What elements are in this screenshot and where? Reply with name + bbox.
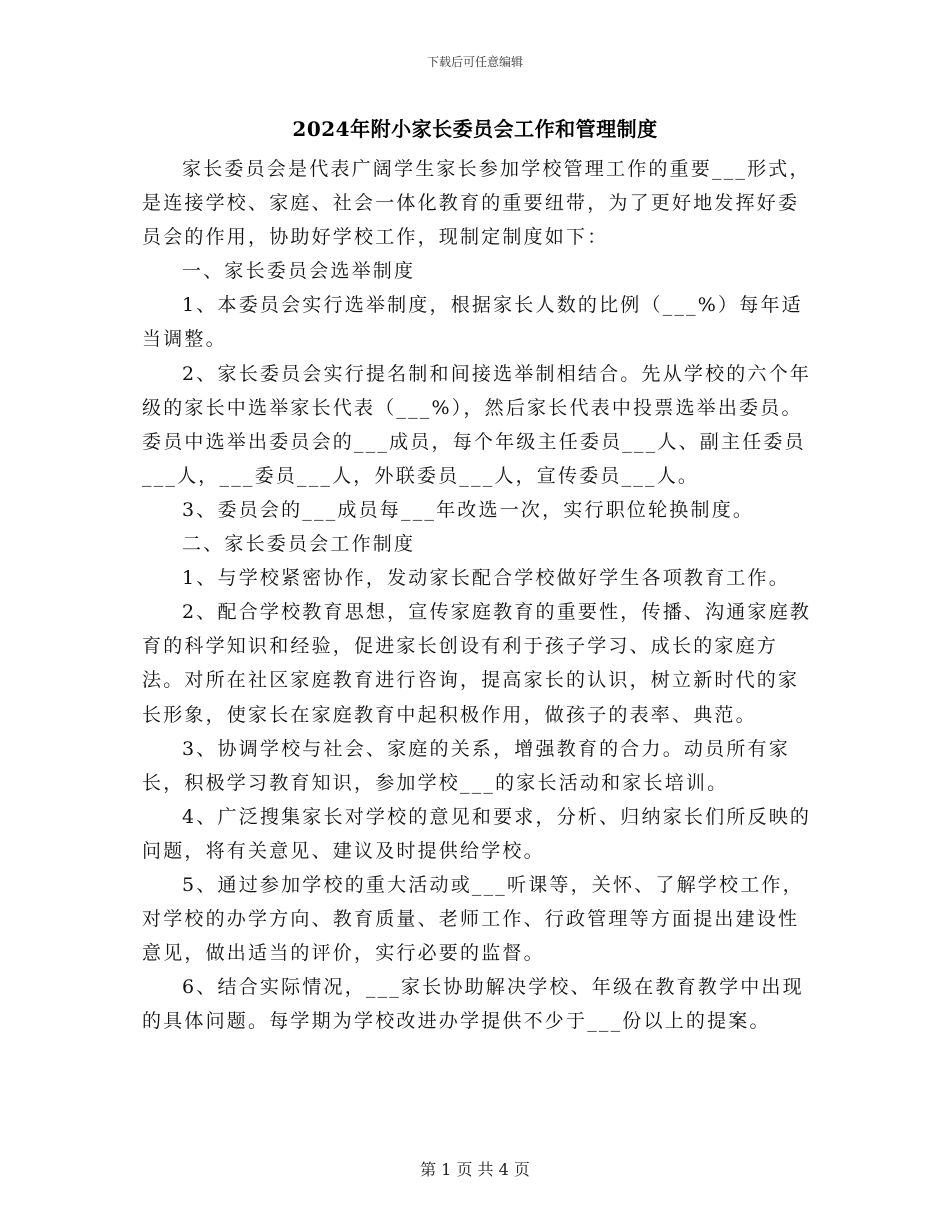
election-item-2: 2、家长委员会实行提名制和间接选举制相结合。先从学校的六个年级的家长中选举家长代表（___%），然后家长代表中投票选举出委员。委员中选举出委员会的___成员，每个年级主任委员___人、副主任委员___人，___委员___人，外联委员___人，宣传委员___人。 <box>142 362 812 487</box>
page-footer: 第 1 页 共 4 页 <box>420 1160 530 1179</box>
section-heading-election: 一、家长委员会选举制度 <box>182 260 416 283</box>
work-item-6: 6、结合实际情况，___家长协助解决学校、年级在教育教学中出现的具体问题。每学期为学校改进办学提供不少于___份以上的提案。 <box>142 976 804 1033</box>
work-item-4: 4、广泛搜集家长对学校的意见和要求，分析、归纳家长们所反映的问题，将有关意见、建议及时提供给学校。 <box>142 805 812 862</box>
election-item-3: 3、委员会的___成员每___年改选一次，实行职位轮换制度。 <box>182 498 755 521</box>
election-item-1: 1、本委员会实行选举制度，根据家长人数的比例（___%）每年适当调整。 <box>142 294 803 351</box>
work-item-3: 3、协调学校与社会、家庭的关系，增强教育的合力。动员所有家长，积极学习教育知识，参加学校___的家长活动和家长培训。 <box>142 737 790 794</box>
document-body <box>142 152 818 1038</box>
document-title: 2024年附小家长委员会工作和管理制度 <box>292 117 658 141</box>
intro-paragraph: 家长委员会是代表广阔学生家长参加学校管理工作的重要___形式，是连接学校、家庭、社会一体化教育的重要纽带，为了更好地发挥好委员会的作用，协助好学校工作，现制定制度如下： <box>142 158 811 249</box>
section-heading-work: 二、家长委员会工作制度 <box>182 533 416 556</box>
work-item-5: 5、通过参加学校的重大活动或___听课等，关怀、了解学校工作，对学校的办学方向、教育质量、老师工作、行政管理等方面提出建设性意见，做出适当的评价，实行必要的监督。 <box>142 873 804 965</box>
work-item-1: 1、与学校紧密协作，发动家长配合学校做好学生各项教育工作。 <box>182 567 790 590</box>
work-item-2: 2、配合学校教育思想，宣传家庭教育的重要性，传播、沟通家庭教育的科学知识和经验，促进家长创设有利于孩子学习、成长的家庭方法。对所在社区家庭教育进行咨询，提高家长的认识，树立新时代的家长形象，使家长在家庭教育中起积极作用，做孩子的表率、典范。 <box>142 601 812 726</box>
header-note: 下载后可任意编辑 <box>426 55 523 69</box>
